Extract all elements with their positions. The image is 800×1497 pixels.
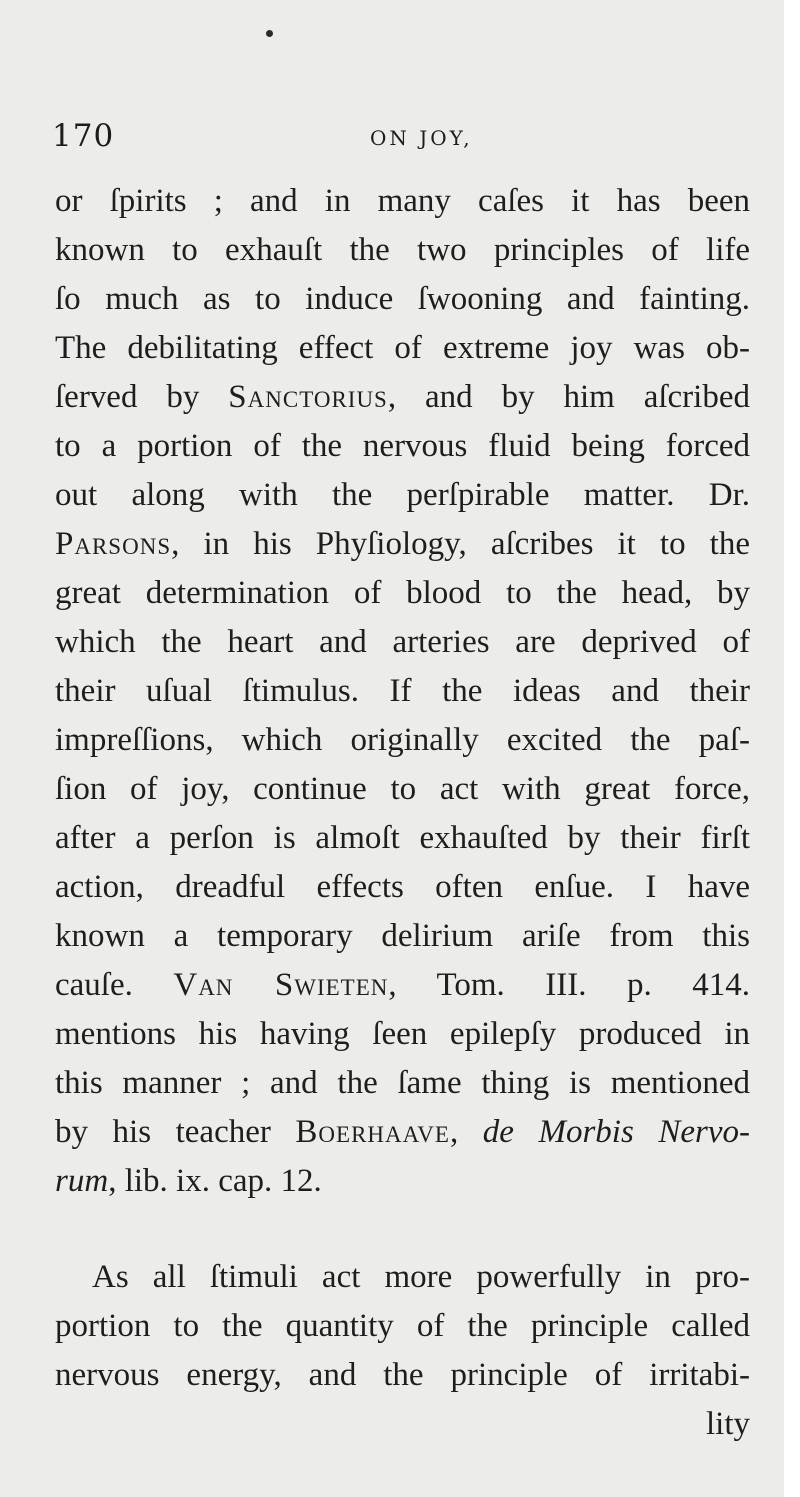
catchword: lity — [705, 1406, 750, 1442]
text-line: known to exhauſt the two principles of life — [55, 232, 750, 268]
text-line: to a portion of the nervous fluid being forced — [55, 428, 750, 464]
text-run: by his teacher — [55, 1114, 296, 1150]
page-header — [52, 118, 752, 164]
paragraph-gap — [55, 1206, 750, 1253]
ink-speck — [266, 30, 273, 37]
name-sanctorius: Sanctorius — [228, 379, 388, 415]
text-line — [55, 373, 750, 422]
italic-title: de Morbis Nervo- — [482, 1114, 750, 1150]
text-line: impreſſions, which originally excited the paſ- — [55, 722, 750, 758]
text-line: or ſpirits ; and in many caſes it has been — [55, 183, 750, 219]
text-line: mentions his having ſeen epilepſy produced in — [55, 1016, 750, 1052]
name-van-swieten: Van Swieten — [173, 967, 389, 1003]
text-line: after a perſon is almoſt exhauſted by their firſt — [55, 820, 750, 856]
text-run: ſerved by — [55, 379, 229, 415]
text-line: great determination of blood to the head, by — [55, 575, 750, 611]
italic-title: rum — [55, 1163, 109, 1199]
text-line: The debilitating effect of extreme joy was ob- — [55, 330, 750, 366]
text-line: ſion of joy, continue to act with great force, — [55, 771, 750, 807]
text-line: As all ſtimuli act more powerfully in pro- — [92, 1259, 750, 1295]
text-run: , in his Phyſiology, aſcribes it to the — [171, 526, 750, 562]
text-line: their uſual ſtimulus. If the ideas and their — [55, 673, 750, 709]
text-run: cauſe. — [55, 967, 174, 1003]
page-edge — [784, 0, 800, 1497]
text-line: portion to the quantity of the principle called — [55, 1308, 750, 1344]
text-line: out along with the perſpirable matter. Dr. — [55, 477, 750, 513]
running-head: ON JOY, — [370, 126, 473, 150]
text-line: nervous energy, and the principle of irritabi- — [55, 1357, 750, 1393]
text-line: action, dreadful effects often enſue. I have — [55, 869, 750, 905]
text-run: , — [449, 1114, 483, 1150]
text-run: , Tom. III. p. 414. — [388, 967, 751, 1003]
text-line — [55, 961, 750, 1010]
text-line: known a temporary delirium ariſe from this — [55, 918, 750, 954]
name-boerhaave: Boerhaave — [295, 1114, 450, 1150]
text-line: ſo much as to induce ſwooning and fainting. — [55, 281, 750, 317]
text-line — [55, 1157, 750, 1206]
text-line: which the heart and arteries are deprived of — [55, 624, 750, 660]
text-line — [55, 1108, 750, 1157]
text-run: , and by him aſcribed — [387, 379, 750, 415]
text-line: this manner ; and the ſame thing is mentioned — [55, 1065, 750, 1101]
name-parsons: Parsons — [55, 526, 172, 562]
text-line — [55, 520, 750, 569]
text-run: , lib. ix. cap. 12. — [108, 1163, 322, 1199]
body-text — [55, 177, 750, 1449]
page-number: 170 — [52, 118, 115, 154]
